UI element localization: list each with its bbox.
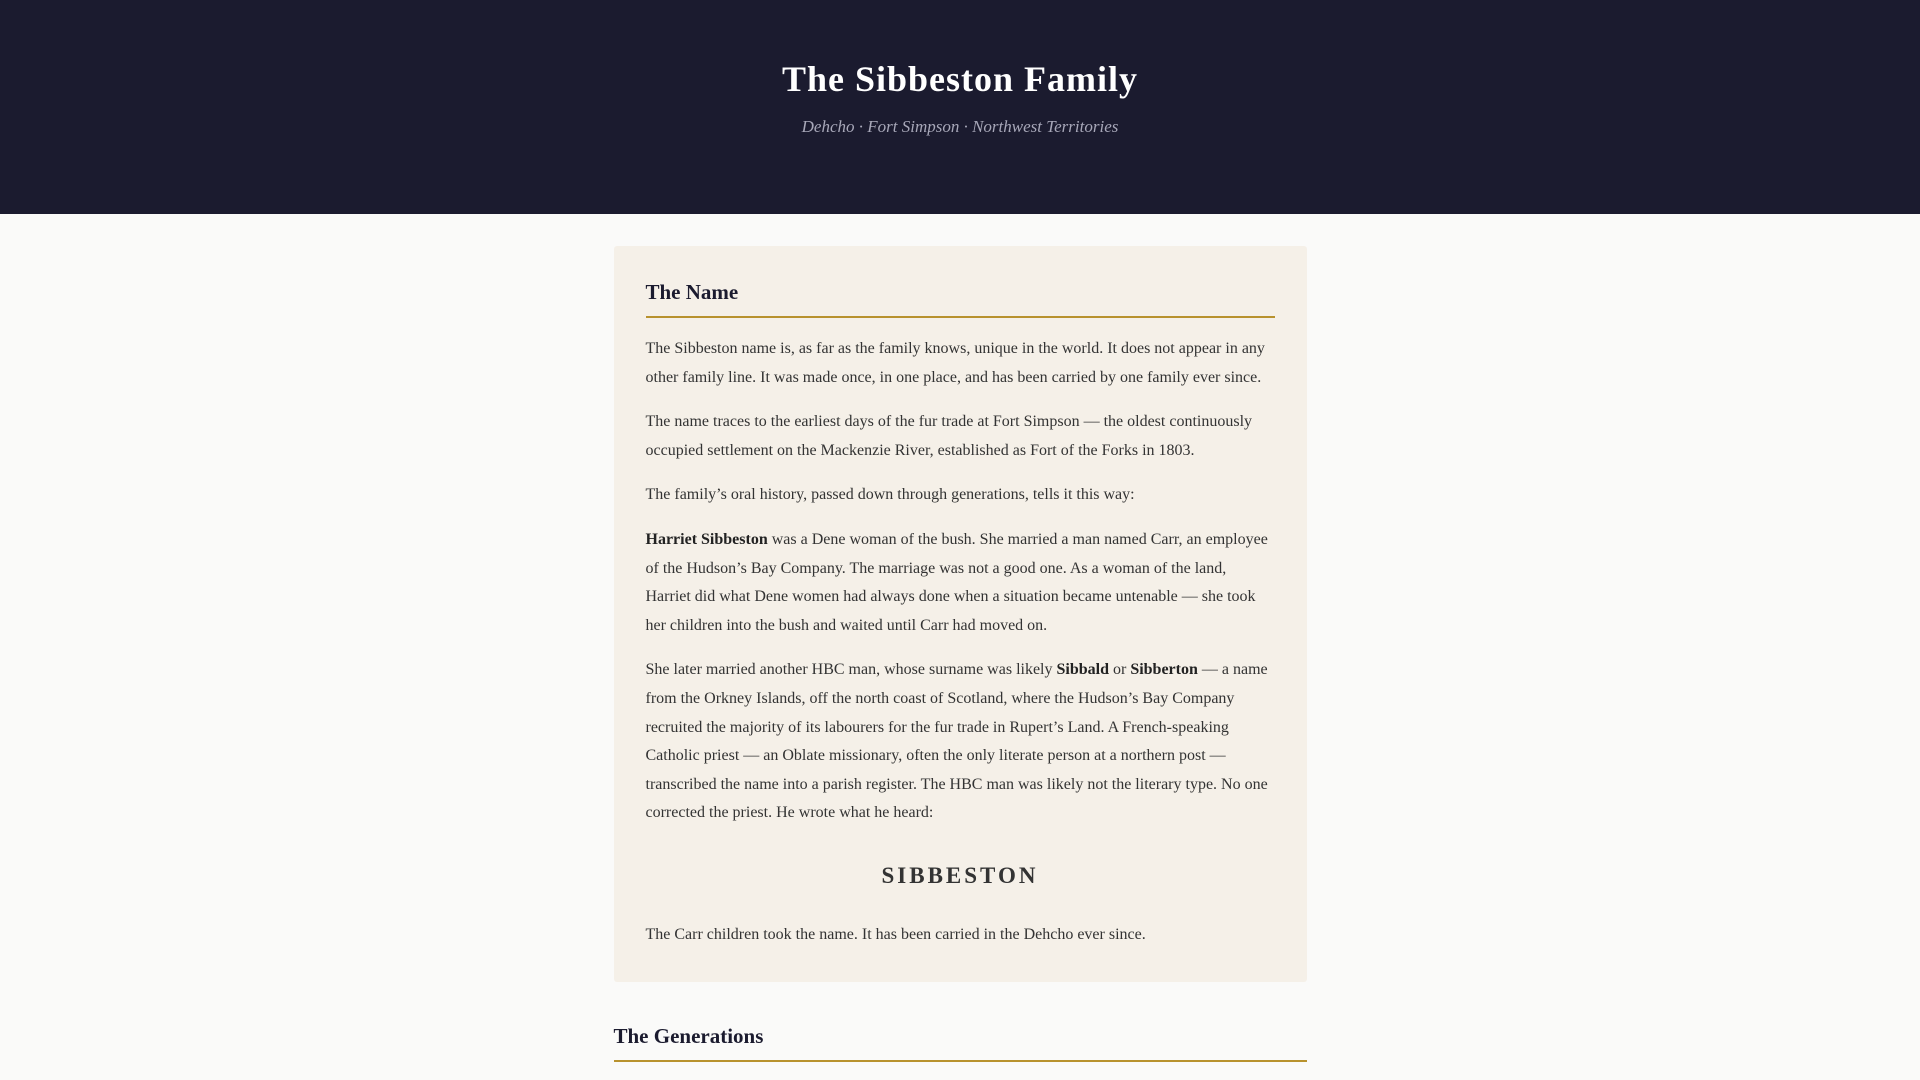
paragraph-carr-children: The Carr children took the name. It has been carried in the Dehcho ever since.: [645, 925, 1146, 943]
generations-section: [614, 1022, 1307, 1062]
page-header: [0, 0, 1920, 214]
name-harriet-sibbeston: Harriet Sibbeston: [645, 530, 768, 548]
main-content: [614, 246, 1307, 1062]
paragraph-harriet-text: was a Dene woman of the bush. She married a man named Carr, an employee of the Hudson’s Bay Company. The marriage was not a good one. As a woman of the land, Harriet did what Dene women had always done when a situation became untenable — she took her children into the bush and waited until Carr had moved on.: [645, 530, 1268, 634]
paragraph-hbc-text-rest: — a name from the Orkney Islands, off the north coast of Scotland, where the Hudson’s Bay Company recruited the majority of its labourers for the fur trade in Rupert’s Land. A French-speaking Catholic priest — an Oblate missionary, often the only literate person at a northern post — transcribed the name into a parish register. The HBC man was likely not the literary type. No one corrected the priest. He wrote what he heard:: [645, 661, 1268, 822]
section-heading-the-name: The Name: [646, 278, 1275, 318]
paragraph-oral-history: The family’s oral history, passed down through generations, tells it this way:: [645, 486, 1135, 504]
page-subtitle: Dehcho · Fort Simpson · Northwest Territories: [801, 117, 1119, 136]
name-section-card: [614, 246, 1307, 982]
name-sibberton: Sibberton: [1130, 661, 1198, 679]
name-sibbald: Sibbald: [1056, 661, 1109, 679]
paragraph-fort-simpson: The name traces to the earliest days of the fur trade at Fort Simpson — the oldest continuously occupied settlement on the Mackenzie River, established as Fort of the Forks in 1803.: [645, 413, 1253, 459]
paragraph-hbc-text-a: She later married another HBC man, whose surname was likely: [645, 661, 1057, 679]
section-heading-generations: The Generations: [614, 1022, 1307, 1062]
page-title: The Sibbeston Family: [781, 59, 1139, 99]
paragraph-unique-name: The Sibbeston name is, as far as the family knows, unique in the world. It does not appear in any other family line. It was made once, in one place, and has been carried by one family ever since.: [645, 340, 1265, 386]
paragraph-hbc-man: [646, 656, 1275, 828]
paragraph-hbc-or: or: [1108, 661, 1131, 679]
paragraph-harriet: [646, 526, 1275, 640]
name-display-sibbeston: SIBBESTON: [881, 862, 1039, 888]
